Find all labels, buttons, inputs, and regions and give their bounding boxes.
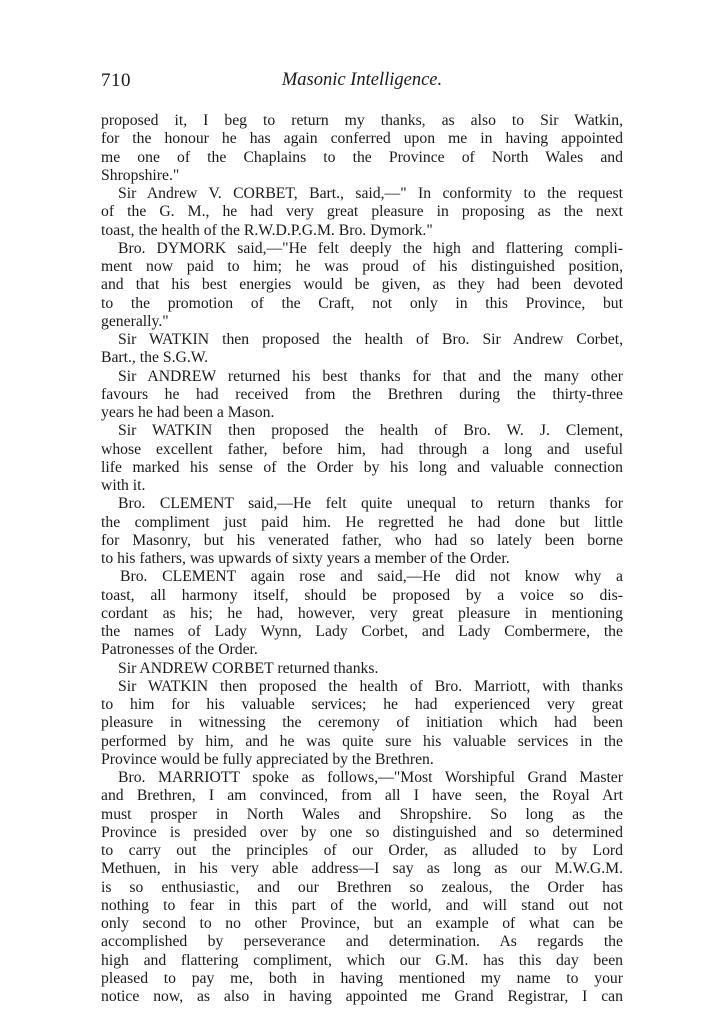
text-line: to him for his valuable services; he had experienced very great [101,696,623,713]
text-line: of the G. M., he had very great pleasure in proposing as the next [101,203,623,221]
text-line: to carry out the principles of our Order, as alluded to by Lord [101,842,623,859]
text-line: accomplished by perseverance and determination. As regards the [101,933,623,951]
text-line: favours he had received from the Brethren during the thirty-three [101,385,623,403]
text-line: Province is presided over by one so distinguished and so determined [101,823,623,841]
text-line: years he had been a Mason. [101,404,275,421]
text-line: cordant as his; he had, however, very great pleasure in mentioning [101,604,623,622]
body-text [101,112,623,1006]
text-line: is so enthusiastic, and our Brethren so zealous, the Order has [101,878,623,896]
text-line: Sir WATKIN then proposed the health of Bro. W. J. Clement, [118,422,623,440]
text-line: to his fathers, was upwards of sixty years a member of the Order. [101,550,510,567]
text-line: whose excellent father, before him, had through a long and useful [101,440,623,458]
text-line: Bro. MARRIOTT spoke as follows,—"Most Worshipful Grand Master [118,769,623,786]
text-line: for the honour he has again conferred upon me in having appointed [101,130,623,148]
text-line: pleasure in witnessing the ceremony of initiation which had been [101,714,623,732]
text-line: with it. [101,477,146,494]
text-line: Sir WATKIN then proposed the health of Bro. Marriott, with thanks [118,677,623,695]
text-line: Patronesses of the Order. [101,641,258,659]
text-line: notice now, as also in having appointed me Grand Registrar, I can [101,988,623,1005]
text-line: Sir WATKIN then proposed the health of Bro. Sir Andrew Corbet, [118,331,623,348]
page-header [101,70,623,96]
text-line: Sir ANDREW CORBET returned thanks. [118,659,379,677]
text-line: for Masonry, but his venerated father, who had so lately been borne [101,531,623,549]
text-line: to the promotion of the Craft, not only in this Province, but [101,294,623,312]
text-line: the names of Lady Wynn, Lady Corbet, and Lady Combermere, the [101,623,623,640]
text-line: Methuen, in his very able address—I say as long as our M.W.G.M. [101,860,623,878]
page-number: 710 [101,70,131,91]
text-line: Sir Andrew V. CORBET, Bart., said,—" In conformity to the request [118,185,623,202]
text-line: only second to no other Province, but an example of what can be [101,915,623,932]
text-line: Bro. CLEMENT again rose and said,—He did not know why a [120,568,623,586]
text-line: pleased to pay me, both in having mentioned my name to your [101,969,623,987]
text-line: and that his best energies would be given, as they had been devoted [101,276,623,294]
text-line: Sir ANDREW returned his best thanks for that and the many other [118,367,623,385]
text-line: and Brethren, I am convinced, from all I have seen, the Royal Art [101,787,623,805]
text-line: Bart., the S.G.W. [101,349,209,367]
text-line: nothing to fear in this part of the world, and will stand out not [101,896,623,914]
text-line: high and flattering compliment, which our G.M. has this day been [101,951,623,969]
text-line: generally." [101,312,169,330]
text-line: must prosper in North Wales and Shropshire. So long as the [101,805,623,823]
text-line: life marked his sense of the Order by his long and valuable connection [101,458,623,476]
running-head: Masonic Intelligence. [281,70,443,90]
text-line: Shropshire." [101,166,180,184]
text-line: Province would be fully appreciated by the Brethren. [101,750,434,768]
text-line: proposed it, I beg to return my thanks, as also to Sir Watkin, [101,112,623,129]
text-line: performed by him, and he was quite sure his valuable services in the [101,732,623,750]
text-line: me one of the Chaplains to the Province of North Wales and [101,148,623,166]
text-line: the compliment just paid him. He regretted he had done but little [101,513,623,531]
text-line: Bro. CLEMENT said,—He felt quite unequal to return thanks for [118,495,623,513]
text-line: ment now paid to him; he was proud of his distinguished position, [101,258,623,275]
text-line: toast, all harmony itself, should be proposed by a voice so dis- [101,586,623,604]
text-line: Bro. DYMORK said,—"He felt deeply the high and flattering compli- [118,239,623,257]
text-line: toast, the health of the R.W.D.P.G.M. Bro. Dymork." [101,221,433,239]
